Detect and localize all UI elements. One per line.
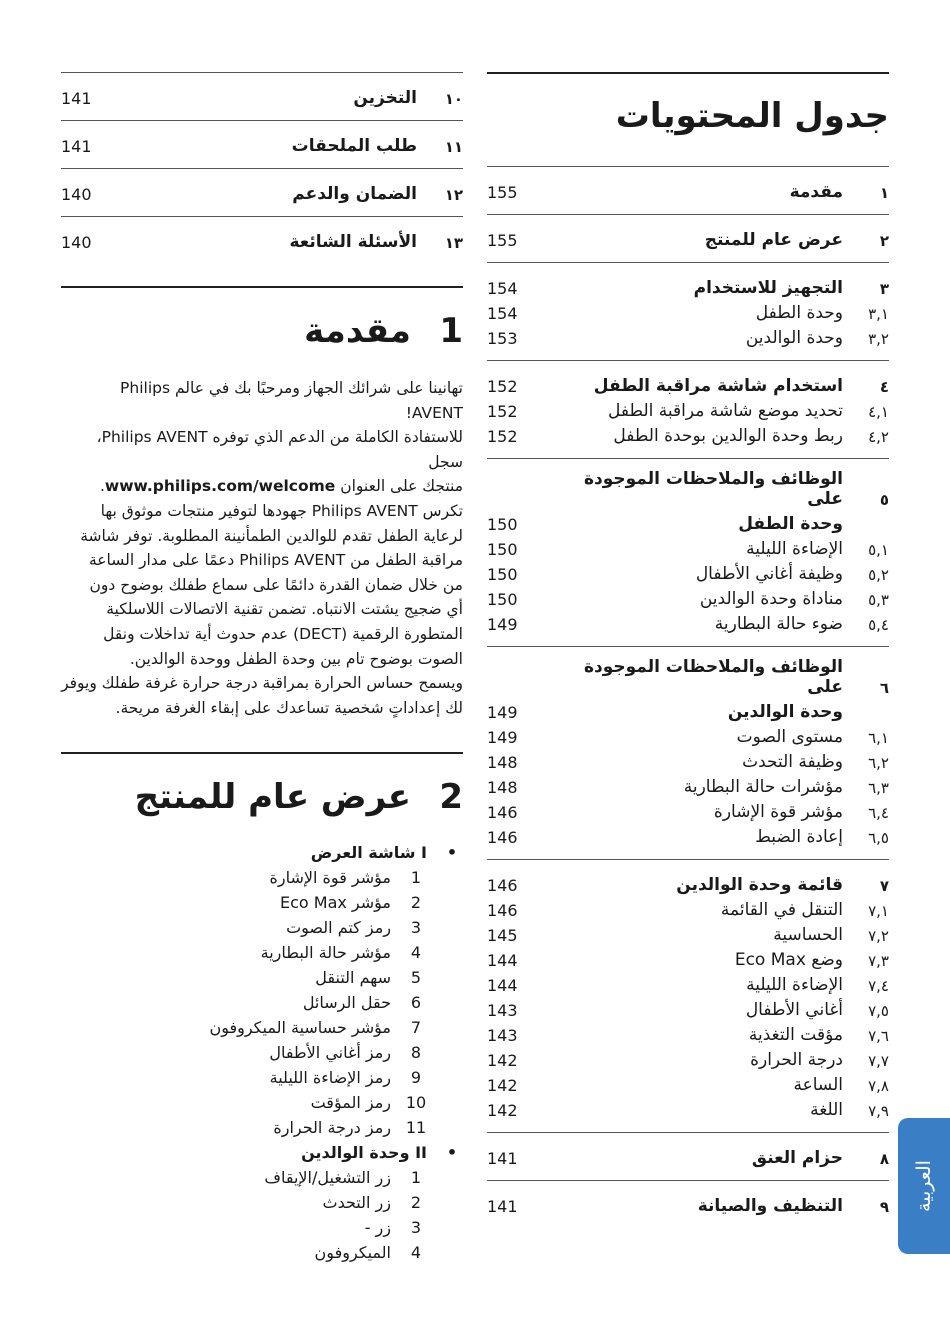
overview-item xyxy=(61,1065,463,1090)
overview-item xyxy=(61,1090,463,1115)
overview-item-number: 7 xyxy=(410,1018,422,1038)
toc-group xyxy=(487,360,889,458)
welcome-url-link[interactable]: www.philips.com/welcome xyxy=(104,477,336,496)
toc-entry-page: 149 xyxy=(487,728,518,747)
toc-entry-number: ٣,٢ xyxy=(868,330,889,348)
toc-entry-title: مناداة وحدة الوالدين xyxy=(699,589,843,609)
toc-entry[interactable] xyxy=(487,895,889,920)
overview-item-text: حقل الرسائل xyxy=(302,993,391,1013)
overview-item xyxy=(61,890,463,915)
toc-entry-number: ٥ xyxy=(879,491,889,509)
toc-entry[interactable] xyxy=(487,584,889,609)
intro-title: مقدمة xyxy=(304,311,411,351)
toc-entry-title: ربط وحدة الوالدين بوحدة الطفل xyxy=(613,426,843,446)
toc-entry-title: وحدة الطفل xyxy=(738,514,843,534)
toc-entry-number: ٦,٤ xyxy=(868,804,889,822)
toc-entry-title: مستوى الصوت xyxy=(736,727,843,747)
overview-item xyxy=(61,915,463,940)
toc-entry-page: 148 xyxy=(487,778,518,797)
overview-item-number: 11 xyxy=(405,1118,427,1138)
toc-entry-title: مؤقت التغذية xyxy=(748,1025,843,1045)
toc-entry-title: ضوء حالة البطارية xyxy=(714,614,843,634)
overview-item xyxy=(61,1040,463,1065)
overview-item-number: 10 xyxy=(405,1093,427,1113)
overview-list xyxy=(61,840,463,1265)
overview-item-text: مؤشر حساسية الميكروفون xyxy=(209,1018,391,1038)
overview-group-heading xyxy=(61,840,463,865)
toc-entry[interactable] xyxy=(487,747,889,772)
toc-group xyxy=(61,120,463,168)
toc-entry-number: ٧ xyxy=(879,877,889,895)
toc-entry-page: 152 xyxy=(487,402,518,421)
toc-entry-page: 146 xyxy=(487,828,518,847)
toc-right-groups xyxy=(487,166,889,1228)
overview-item-text: زر - xyxy=(364,1218,391,1238)
language-tab[interactable] xyxy=(898,1118,950,1254)
intro-line: أي ضجيج يشتت الانتباه. تضمن تقنية الاتصالات اللاسلكية xyxy=(106,600,463,619)
intro-line: تكرس Philips AVENT جهودها لتوفير منتجات موثوق بها xyxy=(100,501,463,520)
toc-group xyxy=(61,72,463,120)
toc-entry[interactable] xyxy=(487,371,889,396)
intro-line: المتطورة الرقمية (DECT) عدم حدوث أية تداخلات ونقل xyxy=(103,624,463,643)
toc-entry[interactable] xyxy=(61,131,463,156)
toc-entry[interactable] xyxy=(487,772,889,797)
toc-entry-title: الإضاءة الليلية xyxy=(746,975,843,995)
toc-entry-title: التجهيز للاستخدام xyxy=(693,278,843,298)
toc-entry-number: ١ xyxy=(879,184,889,202)
overview-item-text: الميكروفون xyxy=(314,1243,391,1263)
toc-entry-page: 150 xyxy=(487,590,518,609)
toc-entry-number: ٥,٤ xyxy=(868,616,889,634)
overview-heading xyxy=(61,752,463,840)
overview-item-number: 8 xyxy=(410,1043,422,1063)
toc-entry-page: 140 xyxy=(61,185,92,204)
overview-item-number: 1 xyxy=(410,1168,422,1188)
toc-entry[interactable] xyxy=(487,534,889,559)
toc-entry-title: التنقل في القائمة xyxy=(720,900,843,920)
toc-entry-number: ٣,١ xyxy=(868,305,889,323)
toc-entry-title: أغاني الأطفال xyxy=(745,1000,843,1020)
toc-entry[interactable] xyxy=(487,870,889,895)
toc-entry[interactable] xyxy=(487,559,889,584)
toc-entry-number: ٤,٢ xyxy=(868,428,889,446)
toc-entry-number: ٨ xyxy=(879,1150,889,1168)
toc-entry[interactable] xyxy=(61,179,463,204)
toc-entry[interactable] xyxy=(487,1143,889,1168)
toc-entry-title: وظيفة التحدث xyxy=(742,752,843,772)
left-column xyxy=(61,72,463,1265)
overview-item-number: 9 xyxy=(410,1068,422,1088)
toc-entry[interactable] xyxy=(487,1095,889,1120)
toc-entry-number: ٧,٤ xyxy=(868,977,889,995)
overview-item-number: 2 xyxy=(410,893,422,913)
toc-entry-number: ٥,٣ xyxy=(868,591,889,609)
toc-entry[interactable] xyxy=(487,822,889,847)
toc-entry-number: ٧,٦ xyxy=(868,1027,889,1045)
overview-item-text: مؤشر حالة البطارية xyxy=(260,943,391,963)
language-tab-label: العربية xyxy=(913,1160,935,1212)
toc-entry[interactable] xyxy=(487,722,889,747)
toc-entry-title: حزام العنق xyxy=(751,1148,843,1168)
overview-number: 2 xyxy=(439,777,463,818)
toc-entry[interactable] xyxy=(487,797,889,822)
toc-entry-number: ٧,٨ xyxy=(868,1077,889,1095)
toc-entry-title: استخدام شاشة مراقبة الطفل xyxy=(593,376,843,396)
intro-paragraph xyxy=(61,376,463,720)
intro-line: الصوت بوضوح تام بين وحدة الطفل ووحدة الوالدين. xyxy=(129,649,463,668)
toc-entry-number: ٣ xyxy=(879,280,889,298)
overview-item xyxy=(61,865,463,890)
toc-left-groups xyxy=(61,72,463,264)
toc-entry-page: 140 xyxy=(61,233,92,252)
toc-entry-title: مقدمة xyxy=(789,182,843,202)
toc-entry[interactable] xyxy=(487,945,889,970)
toc-entry-number: ٧,٧ xyxy=(868,1052,889,1070)
toc-entry-page: 155 xyxy=(487,183,518,202)
intro-line: للاستفادة الكاملة من الدعم الذي توفره Philips AVENT، سجل xyxy=(96,428,463,471)
toc-group xyxy=(61,216,463,264)
toc-entry-title: التنظيف والصيانة xyxy=(697,1196,843,1216)
toc-entry-number: ٦,٣ xyxy=(868,779,889,797)
toc-entry-page: 152 xyxy=(487,377,518,396)
toc-entry[interactable] xyxy=(487,1045,889,1070)
toc-entry[interactable] xyxy=(487,970,889,995)
overview-item-text: رمز الإضاءة الليلية xyxy=(269,1068,391,1088)
intro-line: ويسمح حساس الحرارة بمراقبة درجة حرارة غرفة طفلك ويوفر xyxy=(61,674,463,693)
overview-item-number: 4 xyxy=(410,1243,422,1263)
toc-entry-title: وظيفة أغاني الأطفال xyxy=(695,564,843,584)
overview-item-number: 6 xyxy=(410,993,422,1013)
toc-entry-title: الأسئلة الشائعة xyxy=(289,232,417,252)
overview-item-number: 3 xyxy=(410,1218,422,1238)
toc-entry-title: اللغة xyxy=(810,1100,843,1120)
toc-entry-number: ٧,١ xyxy=(868,902,889,920)
overview-title: عرض عام للمنتج xyxy=(134,777,411,818)
toc-entry-title: مؤشر قوة الإشارة xyxy=(713,802,843,822)
overview-item xyxy=(61,1240,463,1265)
toc-group xyxy=(487,262,889,360)
toc-entry[interactable] xyxy=(487,225,889,250)
toc-entry[interactable] xyxy=(487,298,889,323)
toc-entry-title: تحديد موضع شاشة مراقبة الطفل xyxy=(608,401,843,421)
overview-item-text: مؤشر قوة الإشارة xyxy=(269,868,391,888)
toc-group xyxy=(487,458,889,646)
toc-entry[interactable] xyxy=(487,657,889,697)
toc-entry-number: ٦ xyxy=(879,679,889,697)
toc-entry-title: الوظائف والملاحظات الموجودة على xyxy=(583,657,843,697)
toc-entry-number: ٧,٩ xyxy=(868,1102,889,1120)
toc-entry-page: 143 xyxy=(487,1001,518,1020)
overview-item-number: 1 xyxy=(410,868,422,888)
toc-entry-number: ١٢ xyxy=(444,186,463,204)
toc-entry[interactable] xyxy=(487,396,889,421)
toc-entry-page: 141 xyxy=(61,137,92,156)
toc-entry-title: وضع Eco Max xyxy=(734,950,843,970)
toc-entry[interactable] xyxy=(487,509,889,534)
toc-entry-number: ٧,٢ xyxy=(868,927,889,945)
toc-entry[interactable] xyxy=(61,83,463,108)
toc-entry-number: ١٣ xyxy=(444,234,463,252)
toc-entry-page: 144 xyxy=(487,951,518,970)
overview-item-text: زر التحدث xyxy=(322,1193,391,1213)
toc-entry-page: 148 xyxy=(487,753,518,772)
toc-entry-page: 146 xyxy=(487,901,518,920)
toc-entry-number: ٧,٣ xyxy=(868,952,889,970)
toc-entry-title: الحساسية xyxy=(773,925,843,945)
toc-entry[interactable] xyxy=(487,697,889,722)
overview-item xyxy=(61,1015,463,1040)
toc-entry-page: 141 xyxy=(487,1149,518,1168)
toc-entry-title: وحدة الطفل xyxy=(755,303,843,323)
overview-item-text: زر التشغيل/الإيقاف xyxy=(264,1168,391,1188)
intro-line: تهانينا على شرائك الجهاز ومرحبًا بك في عالم Philips AVENT! xyxy=(120,379,463,422)
intro-line: لرعاية الطفل تقدم للوالدين الطمأنينة المطلوبة. توفر شاشة xyxy=(80,526,463,545)
overview-item xyxy=(61,1190,463,1215)
overview-group-label: II وحدة الوالدين xyxy=(301,1143,427,1163)
toc-entry-page: 154 xyxy=(487,279,518,298)
toc-entry-title: الوظائف والملاحظات الموجودة على xyxy=(583,469,843,509)
overview-item-number: 2 xyxy=(410,1193,422,1213)
toc-entry-number: ٥,١ xyxy=(868,541,889,559)
toc-entry-number: ١٠ xyxy=(444,90,463,108)
toc-entry-title: الساعة xyxy=(793,1075,843,1095)
toc-group xyxy=(487,214,889,262)
toc-entry-number: ٦,١ xyxy=(868,729,889,747)
overview-item-text: رمز المؤقت xyxy=(310,1093,391,1113)
toc-entry[interactable] xyxy=(487,177,889,202)
overview-item-number: 5 xyxy=(410,968,422,988)
intro-line: منتجك على العنوان www.philips.com/welcome. xyxy=(99,477,463,496)
toc-entry-number: ٢ xyxy=(879,232,889,250)
overview-item-text: رمز أغاني الأطفال xyxy=(269,1043,391,1063)
toc-entry-page: 149 xyxy=(487,703,518,722)
overview-item xyxy=(61,965,463,990)
overview-item-number: 4 xyxy=(410,943,422,963)
intro-line: مراقبة الطفل من Philips AVENT دعمًا على مدار الساعة xyxy=(89,551,463,570)
toc-entry-page: 141 xyxy=(61,89,92,108)
bullet-icon: • xyxy=(446,843,458,863)
toc-entry-title: وحدة الوالدين xyxy=(745,328,843,348)
toc-entry-title: الإضاءة الليلية xyxy=(746,539,843,559)
toc-title: جدول المحتويات xyxy=(615,96,889,136)
toc-entry-page: 143 xyxy=(487,1026,518,1045)
toc-group xyxy=(61,168,463,216)
overview-item-text: سهم التنقل xyxy=(315,968,391,988)
toc-entry[interactable] xyxy=(487,273,889,298)
toc-entry-page: 142 xyxy=(487,1101,518,1120)
intro-heading xyxy=(61,286,463,374)
toc-group xyxy=(487,166,889,214)
toc-group xyxy=(487,1180,889,1228)
toc-entry-number: ٤,١ xyxy=(868,403,889,421)
toc-entry-page: 141 xyxy=(487,1197,518,1216)
toc-entry[interactable] xyxy=(487,609,889,634)
toc-entry-page: 142 xyxy=(487,1051,518,1070)
overview-item xyxy=(61,1165,463,1190)
toc-entry-page: 153 xyxy=(487,329,518,348)
bullet-icon: • xyxy=(446,1143,458,1163)
toc-entry-title: التخزين xyxy=(353,88,417,108)
toc-entry-page: 150 xyxy=(487,565,518,584)
toc-entry-page: 142 xyxy=(487,1076,518,1095)
overview-item xyxy=(61,1215,463,1240)
toc-entry[interactable] xyxy=(487,920,889,945)
toc-entry-title: مؤشرات حالة البطارية xyxy=(683,777,843,797)
toc-entry-number: ٧,٥ xyxy=(868,1002,889,1020)
toc-entry-title: إعادة الضبط xyxy=(755,827,843,847)
toc-entry-page: 150 xyxy=(487,540,518,559)
toc-entry-number: ٤ xyxy=(879,378,889,396)
toc-entry-number: ٩ xyxy=(879,1198,889,1216)
toc-entry[interactable] xyxy=(61,227,463,252)
toc-entry[interactable] xyxy=(487,1020,889,1045)
toc-entry-page: 150 xyxy=(487,515,518,534)
toc-entry-title: طلب الملحقات xyxy=(291,136,417,156)
toc-entry-number: ١١ xyxy=(444,138,463,156)
toc-entry-title: الضمان والدعم xyxy=(292,184,417,204)
toc-entry-title: درجة الحرارة xyxy=(750,1050,843,1070)
overview-item-text: مؤشر Eco Max xyxy=(279,893,391,913)
intro-number: 1 xyxy=(439,311,463,351)
toc-entry-page: 155 xyxy=(487,231,518,250)
toc-entry-page: 144 xyxy=(487,976,518,995)
intro-line: من خلال ضمان القدرة دائمًا على سماع طفلك بوضوح دون xyxy=(89,575,463,594)
toc-entry[interactable] xyxy=(487,1191,889,1216)
toc-entry-number: ٦,٢ xyxy=(868,754,889,772)
toc-entry-page: 146 xyxy=(487,803,518,822)
toc-entry[interactable] xyxy=(487,421,889,446)
toc-group xyxy=(487,1132,889,1180)
overview-item-text: رمز درجة الحرارة xyxy=(273,1118,391,1138)
intro-line: لك إعداداتٍ شخصية تساعدك على إبقاء الغرفة مريحة. xyxy=(115,698,463,717)
overview-group-heading xyxy=(61,1140,463,1165)
toc-entry[interactable] xyxy=(487,1070,889,1095)
overview-item xyxy=(61,1115,463,1140)
overview-group-label: I شاشة العرض xyxy=(310,843,427,863)
toc-entry-title: عرض عام للمنتج xyxy=(704,230,843,250)
toc-entry-page: 145 xyxy=(487,926,518,945)
toc-entry-page: 146 xyxy=(487,876,518,895)
toc-group xyxy=(487,646,889,859)
toc-entry-page: 154 xyxy=(487,304,518,323)
toc-group xyxy=(487,859,889,1132)
toc-entry[interactable] xyxy=(487,323,889,348)
overview-item xyxy=(61,990,463,1015)
toc-entry-page: 149 xyxy=(487,615,518,634)
overview-item-number: 3 xyxy=(410,918,422,938)
toc-right-column xyxy=(487,72,889,1228)
toc-entry-title: وحدة الوالدين xyxy=(727,702,843,722)
overview-item-text: رمز كتم الصوت xyxy=(286,918,391,938)
toc-entry-title: قائمة وحدة الوالدين xyxy=(676,875,843,895)
toc-entry-number: ٥,٢ xyxy=(868,566,889,584)
toc-entry-number: ٦,٥ xyxy=(868,829,889,847)
overview-item xyxy=(61,940,463,965)
toc-entry[interactable] xyxy=(487,995,889,1020)
toc-entry-page: 152 xyxy=(487,427,518,446)
toc-entry[interactable] xyxy=(487,469,889,509)
